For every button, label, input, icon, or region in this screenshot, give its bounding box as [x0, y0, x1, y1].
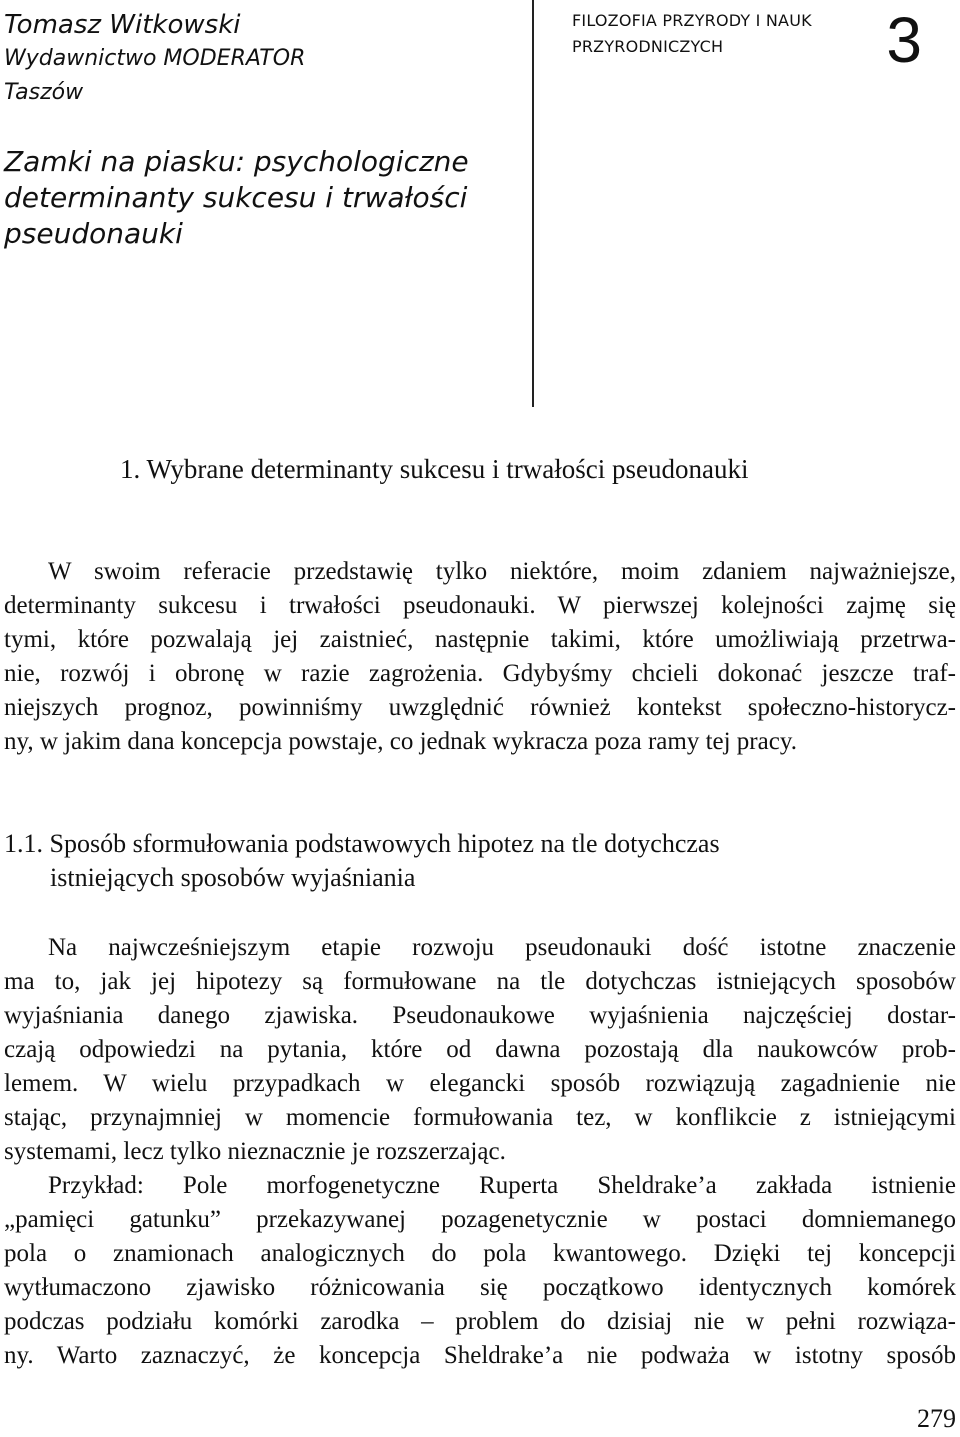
paragraph-2: [4, 931, 956, 1169]
heading-line: istniejących sposobów wyjaśniania: [50, 863, 416, 892]
text-line: Na najwcześniejszym etapie rozwoju pseudonauki dość istotne znaczenie: [48, 934, 956, 961]
text-line: tymi, które pozwalają jej zaistnieć, następnie takimi, które umożliwiają przetrwa-: [4, 626, 956, 653]
text-line: czają odpowiedzi na pytania, które od dawna pozostają dla naukowców prob-: [4, 1036, 956, 1063]
text-line: ny, w jakim dana koncepcja powstaje, co jednak wykracza poza ramy tej pracy.: [4, 728, 797, 755]
article-title-line: Zamki na piasku: psychologiczne: [4, 145, 469, 178]
section-label: [572, 8, 862, 60]
publisher-name: Wydawnictwo MODERATOR: [4, 46, 306, 71]
text-line: „pamięci gatunku” przekazywanej pozagenetycznie w postaci domniemanego: [4, 1206, 956, 1233]
page-number: 279: [917, 1404, 956, 1433]
section-heading-1: 1. Wybrane determinanty sukcesu i trwałości pseudonauki: [120, 454, 749, 484]
text-line: podczas podziału komórki zarodka – problem do dzisiaj nie w pełni rozwiąza-: [4, 1308, 956, 1335]
text-line: ny. Warto zaznaczyć, że koncepcja Sheldrake’a nie podważa w istotny sposób: [4, 1342, 956, 1369]
paragraph-3: [4, 1169, 956, 1373]
text-line: stając, przynajmniej w momencie formułowania tez, w konflikcie z istniejącymi: [4, 1104, 956, 1131]
author-name: Tomasz Witkowski: [4, 10, 241, 40]
text-line: wytłumaczono zjawisko różnicowania się początkowo identycznych komórek: [4, 1274, 956, 1301]
author-block: [4, 8, 504, 110]
section-label-line: FILOZOFIA PRZYRODY I NAUK: [572, 11, 812, 30]
vertical-divider: [532, 0, 534, 407]
text-line: ma to, jak jej hipotezy są formułowane na tle dotychczas istniejących sposobów: [4, 968, 956, 995]
text-line: pola o znamionach analogicznych do pola kwantowego. Dzięki tej koncepcji: [4, 1240, 956, 1267]
section-heading-1-1: [4, 827, 720, 895]
text-line: nie, rozwój i obronę w razie zagrożenia. Gdybyśmy chcieli dokonać jeszcze traf-: [4, 660, 956, 687]
text-line: niejszych prognoz, powinniśmy uwzględnić również kontekst społeczno-historycz-: [4, 694, 956, 721]
article-title-line: determinanty sukcesu i trwałości: [4, 181, 468, 214]
text-line: lemem. W wielu przypadkach w elegancki sposób rozwiązują zagadnienie nie: [4, 1070, 956, 1097]
text-line: systemami, lecz tylko nieznacznie je rozszerzając.: [4, 1138, 506, 1165]
article-title-line: pseudonauki: [4, 217, 183, 250]
chapter-number: 3: [886, 4, 922, 76]
text-line: W swoim referacie przedstawię tylko niektóre, moim zdaniem najważniejsze,: [48, 558, 956, 585]
section-label-line: PRZYRODNICZYCH: [572, 37, 724, 56]
paragraph-1: [4, 555, 956, 759]
heading-line: 1.1. Sposób sformułowania podstawowych hipotez na tle dotychczas: [4, 829, 720, 858]
text-line: Przykład: Pole morfogenetyczne Ruperta Sheldrake’a zakłada istnienie: [48, 1172, 956, 1199]
publisher-city: Taszów: [4, 80, 84, 105]
text-line: determinanty sukcesu i trwałości pseudonauki. W pierwszej kolejności zajmę się: [4, 592, 956, 619]
text-line: wyjaśniania danego zjawiska. Pseudonaukowe wyjaśnienia najczęściej dostar-: [4, 1002, 956, 1029]
article-title: [4, 144, 514, 252]
